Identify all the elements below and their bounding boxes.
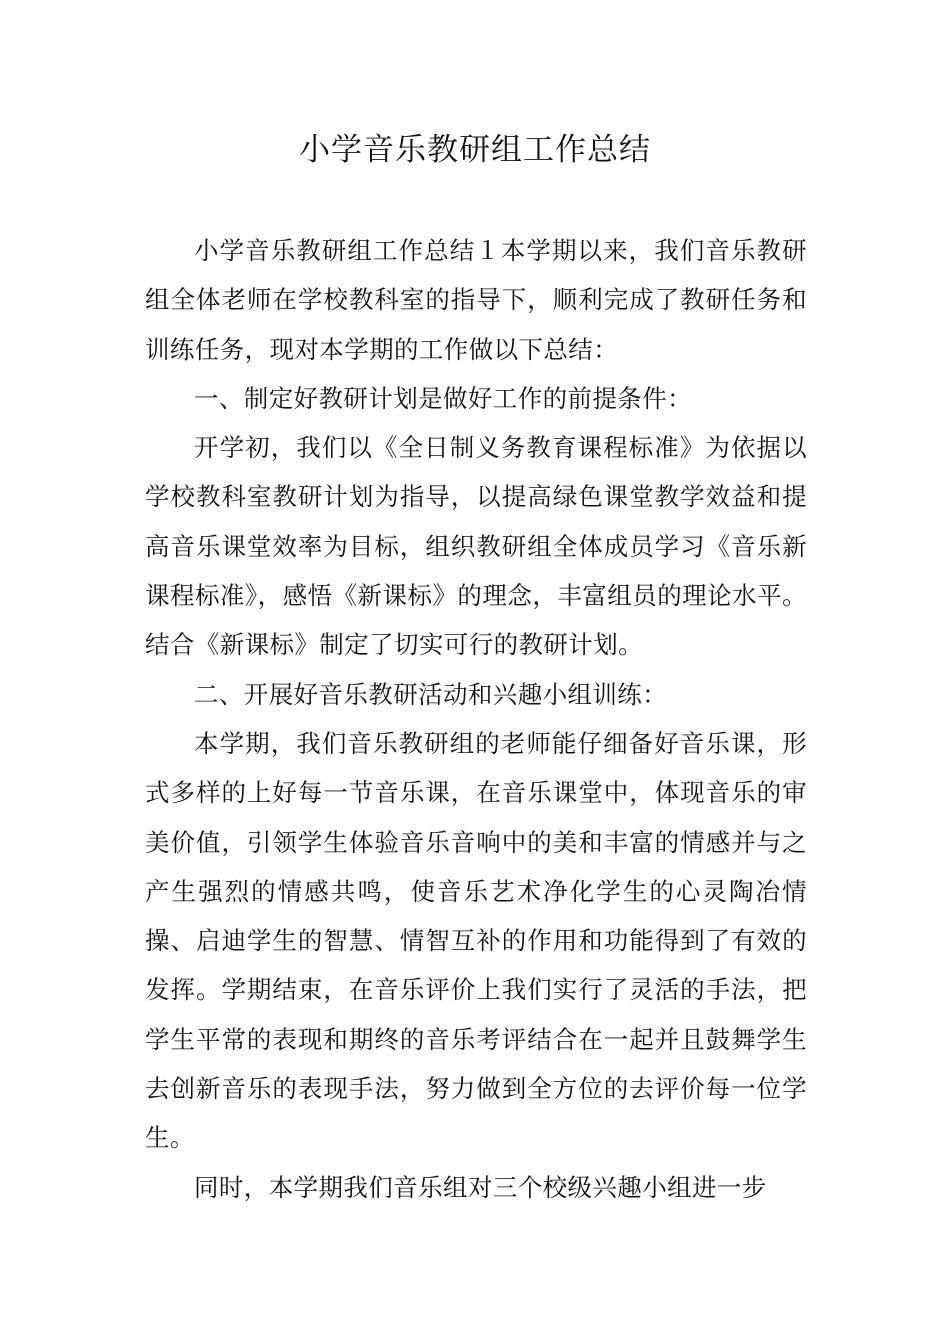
paragraph-intro: 小学音乐教研组工作总结１本学期以来，我们音乐教研组全体老师在学校教科室的指导下，顺利完成了教研任务和训练任务，现对本学期的工作做以下总结： bbox=[145, 236, 807, 364]
paragraph-interest-groups: 同时，本学期我们音乐组对三个校级兴趣小组进一步 bbox=[194, 1172, 767, 1202]
paragraph-activities: 本学期，我们音乐教研组的老师能仔细备好音乐课，形式多样的上好每一节音乐课，在音乐课堂中，体现音乐的审美价值，引领学生体验音乐音响中的美和丰富的情感并与之产生强烈的情感共鸣，使音乐艺术净化学生的心灵陶冶情操、启迪学生的智慧、情智互补的作用和功能得到了有效的发挥。学期结束，在音乐评价上我们实行了灵活的手法，把学生平常的表现和期终的音乐考评结合在一起并且鼓舞学生去创新音乐的表现手法，努力做到全方位的去评价每一位学生。 bbox=[145, 728, 807, 1153]
paragraph-heading-2: 二、开展好音乐教研活动和兴趣小组训练： bbox=[194, 679, 668, 709]
paragraph-heading-1: 一、制定好教研计划是做好工作的前提条件： bbox=[194, 383, 692, 413]
document-body bbox=[145, 226, 807, 1212]
document-title: 小学音乐教研组工作总结 bbox=[299, 132, 651, 168]
paragraph-plan: 开学初，我们以《全日制义务教育课程标准》为依据以学校教科室教研计划为指导，以提高绿色课堂教学效益和提高音乐课堂效率为目标，组织教研组全体成员学习《音乐新课程标准》，感悟《新课标》的理念，丰富组员的理论水平。结合《新课标》制定了切实可行的教研计划。 bbox=[145, 433, 807, 660]
